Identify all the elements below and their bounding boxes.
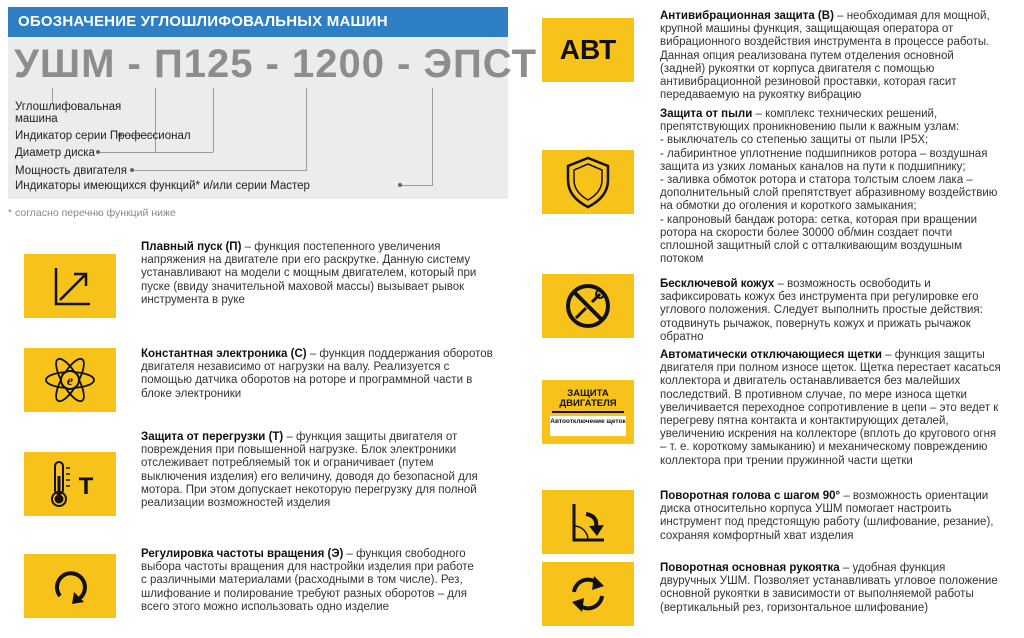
feature-description: – функция защиты двигателя при полном износе щеток. Щетка перестает касаться коллектора и двигатель останавливается без малейших последствий. В противном случае, по мере износа щетки увеличивается переходное сопротивление в цепи – это ведет к перегреву пятна контакта и контактирующих деталей, увеличению искрения на коллекторе (вплоть до кругового огня – т. е. короткому замыканию) и механическому повреждению коллектора при трении пружинной части щетки: [660, 349, 1001, 467]
feature-rotating-head: [660, 490, 1002, 543]
connector-line: [155, 88, 156, 152]
feature-keyless-guard: [660, 278, 1002, 344]
connector-dot: [130, 168, 134, 172]
no-wrench-icon: [542, 274, 634, 338]
svg-text:e: e: [66, 374, 74, 389]
motor-protection-icon: [542, 380, 634, 444]
motor-protection-icon-subtext: Автоотключение щеток: [550, 416, 626, 436]
connector-line: [132, 170, 307, 171]
rotating-head-icon: [542, 490, 634, 554]
feature-title: Защита от перегрузки (Т): [141, 431, 284, 443]
connector-line: [213, 88, 214, 152]
feature-description: – функция защиты двигателя от повреждения при повышенной нагрузке. Блок электроники отслеживает потребляемый ток и ограничивает (путем выключения изделия) его величину, доводя до безопасной для мотора. При этом допускает некоторую перегрузку для полной реализации возможностей изделия: [141, 431, 478, 510]
feature-title: Антивибрационная защита (В): [660, 10, 834, 22]
designation-title: ОБОЗНАЧЕНИЕ УГЛОШЛИФОВАЛЬНЫХ МАШИН: [18, 13, 388, 30]
footnote: * согласно перечню функций ниже: [8, 207, 176, 219]
motor-protection-icon-text: ЗАЩИТА ДВИГАТЕЛЯ: [559, 388, 617, 409]
chart-arrow-icon: [24, 254, 116, 318]
label-professional-series: Индикатор серии Профессионал: [15, 130, 191, 142]
feature-anti-vibration: [660, 10, 1002, 102]
feature-description: – функция поддержания оборотов двигателя независимо от нагрузки на валу. Реализуется с помощью датчика оборотов на роторе и программной части в блоке электроники: [141, 348, 493, 400]
feature-title: Константная электроника (С): [141, 348, 307, 360]
feature-title: Поворотная основная рукоятка: [660, 562, 840, 574]
feature-description: – удобная функция двуручных УШМ. Позволяет устанавливать угловое положение основной рукоятки в зависимости от выполняемой работы (вертикальный рез, горизонтальное шлифование): [660, 562, 998, 614]
feature-speed-control: [141, 548, 479, 614]
label-function-indicators: Индикаторы имеющихся функций* и/или серии Мастер: [15, 180, 310, 192]
label-disc-diameter: Диаметр диска: [15, 147, 95, 159]
rotating-handle-icon: [542, 562, 634, 626]
feature-description: – необходимая для мощной, крупной машины функция, защищающая оператора от вибрационного воздействия инструмента в процессе работы. Данная опция реализована путем отделения основной (задней) рукоятки от корпуса двигателя с помощью антивибрационной резиновой проставки, которая гасит передаваемую на рукоятку вибрацию: [660, 10, 990, 102]
feature-description: – функция свободного выбора частоты вращения для настройки изделия при работе с различными материалами (расходными в том числе). Рез, шлифование и полирование требуют разных оборотов – для всего этого можно использовать одно изделие: [141, 548, 474, 613]
feature-overload-protection: [141, 431, 487, 510]
electronics-atom-icon: [24, 348, 116, 412]
feature-description: – возможность ориентации диска относительно корпуса УШМ помогает настроить инструмент под предстоящую работу (шлифование, резание), сохраняя комфортный хват изделия: [660, 490, 994, 542]
feature-title: Бесключевой кожух: [660, 278, 775, 290]
model-code: УШМ - П125 - 1200 - ЭПСТ: [14, 42, 538, 86]
feature-title: Поворотная голова с шагом 90°: [660, 490, 841, 502]
connector-dot: [96, 150, 100, 154]
connector-line: [400, 185, 433, 186]
connector-dot: [398, 183, 402, 187]
feature-auto-stop-brushes: [660, 349, 1002, 468]
label-motor-power: Мощность двигателя: [15, 165, 127, 177]
feature-title: Регулировка частоты вращения (Э): [141, 548, 344, 560]
feature-constant-electronics: [141, 348, 493, 401]
feature-description: – функция постепенного увеличения напряжения на двигателе при его раскрутке. Данную систему устанавливают на модели с мощным двигателем, который при пуске (ввиду значительной маховой массы) вызывает рывок инструмента в руке: [141, 241, 477, 306]
shield-icon: [542, 150, 634, 214]
connector-line: [98, 152, 213, 153]
feature-title: Плавный пуск (П): [141, 241, 242, 253]
feature-soft-start: [141, 241, 477, 307]
feature-title: Защита от пыли: [660, 108, 753, 120]
abv-icon-text: АВТ: [559, 34, 617, 65]
thermometer-icon-letter: T: [78, 473, 94, 500]
connector-line: [306, 88, 307, 170]
thermometer-icon: [24, 452, 116, 516]
motor-protection-icon-divider: [552, 411, 624, 413]
connector-line: [432, 88, 433, 186]
feature-rotating-handle: [660, 562, 1002, 615]
speed-rotate-icon: [24, 554, 116, 618]
feature-dust-protection: [660, 108, 1002, 266]
feature-title: Автоматически отключающиеся щетки: [660, 349, 882, 361]
label-machine-type: Углошлифовальная машина: [15, 101, 122, 125]
feature-description: – комплекс технических решений, препятствующих проникновению пыли к важным узлам: - выключатель со степенью защиты от пыли IP5X; - лабиринтное уплотнение подшипников ротора – воздушная защита из узких ломаных каналов на пути к подшипнику; - заливка обмоток ротора и статора толстым слоем лака – дополнительный слой препятствует абразивному воздействию на обмотки до оголения и короткого замыкания; - капроновый бандаж ротора: сетка, которая при вращении ротора на скорости более 30000 об/мин создает почти сплошной защитный слой с отталкивающим воздушным потоком: [660, 108, 998, 266]
abv-icon: [542, 18, 634, 82]
feature-description: – возможность освободить и зафиксировать кожух без инструмента при регулировке его углового положения. Следует выполнить простые действия: отодвинуть рычажок, повернуть кожух и прижать рычажок обратно: [660, 278, 983, 343]
